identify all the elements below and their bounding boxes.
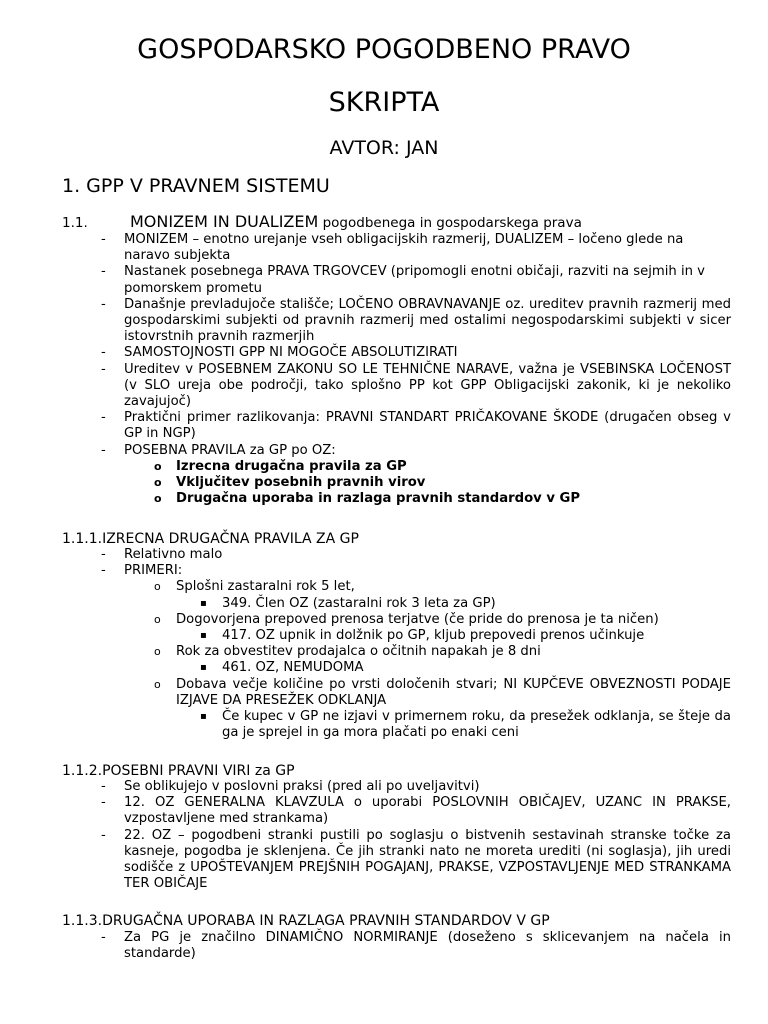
sub-list-item: o Vključitev posebnih pravnih virov <box>154 475 426 491</box>
square-marker: ▪ <box>200 597 207 609</box>
dash-marker: - <box>101 442 106 458</box>
sub-sub-list-item: ▪ Če kupec v GP ne izjavi v primernem roku, da presežek odklanja, se šteje da ga je sprejel in ga mora plačati po enaki ceni <box>200 709 731 741</box>
subsection-title-rest: pogodbenega in gospodarskega prava <box>318 215 582 231</box>
list-item: - Za PG je značilno DINAMIČNO NORMIRANJE (doseženo s sklicevanjem na načela in standarde) <box>101 930 731 962</box>
dash-marker: - <box>101 779 106 794</box>
sub-list-item: o Dobava večje količine po vrsti določenih stvari; NI KUPČEVE OBVEZNOSTI PODAJE IZJAVE DA PRESEŽEK ODKLANJA <box>154 676 731 708</box>
sub-list-item: o Splošni zastaralni rok 5 let, <box>154 579 355 595</box>
list-item: - Današnje prevladujoče stališče; LOČENO OBRAVNAVANJE oz. ureditev pravnih razmerij med gospodarskimi subjekti od pravnih razmerij med ostalimi negospodarskimi subjekti v sicer istovrstnih pravnih razmerjih <box>101 296 731 345</box>
dash-marker: - <box>101 795 106 811</box>
sub-sub-list-item: ▪ 349. Člen OZ (zastaralni rok 3 leta za GP) <box>200 595 496 611</box>
circle-marker: o <box>154 459 162 473</box>
dash-marker: - <box>101 232 106 247</box>
circle-marker: o <box>154 645 161 659</box>
dash-marker: - <box>101 930 106 945</box>
list-1-1-1 <box>0 547 768 741</box>
square-marker: ▪ <box>200 630 207 642</box>
subsection-number: 1.1. <box>62 215 88 231</box>
dash-marker: - <box>101 547 106 562</box>
list-item: - Praktični primer razlikovanja: PRAVNI STANDART PRIČAKOVANE ŠKODE (drugačen obseg v GP in NGP) <box>101 410 731 442</box>
list-item: - PRIMERI: <box>101 563 183 579</box>
dash-marker: - <box>101 264 106 280</box>
sub-list-item: o Izrecna drugačna pravila za GP <box>154 458 407 474</box>
list-item: - Nastanek posebnega PRAVA TRGOVCEV (pripomogli enotni običaji, razviti na sejmih in v pomorskem prometu <box>101 264 705 296</box>
subsection-heading-1-1 <box>62 212 582 231</box>
circle-marker: o <box>154 677 161 691</box>
sub-list-item: o Dogovorjena prepoved prenosa terjatve (če pride do prenosa je ta ničen) <box>154 611 659 627</box>
dash-marker: - <box>101 345 106 361</box>
document-author: AVTOR: JAN <box>329 137 439 159</box>
dash-marker: - <box>101 827 106 843</box>
list-item: - Relativno malo <box>101 547 223 562</box>
section-title: GPP V PRAVNEM SISTEMU <box>86 175 330 197</box>
subsection-heading-1-1-3: 1.1.3.DRUGAČNA UPORABA IN RAZLAGA PRAVNIH STANDARDOV V GP <box>62 913 550 929</box>
list-1-1 <box>0 232 768 507</box>
sub-sub-list-item: ▪ 461. OZ, NEMUDOMA <box>200 660 364 676</box>
subsection-heading-1-1-2: 1.1.2.POSEBNI PRAVNI VIRI za GP <box>62 763 295 779</box>
section-heading-1 <box>62 175 330 197</box>
dash-marker: - <box>101 361 106 377</box>
dash-marker: - <box>101 296 106 312</box>
list-item: - MONIZEM – enotno urejanje vseh obligacijskih razmerij, DUALIZEM – ločeno glede na naravo subjekta <box>101 232 684 264</box>
list-item: - Ureditev v POSEBNEM ZAKONU SO LE TEHNIČNE NARAVE, važna je VSEBINSKA LOČENOST (v SLO ureja obe področji, tako splošno PP kot GPP Obligacijski zakonik, ki je nekoliko zavajujoč) <box>101 361 731 410</box>
dash-marker: - <box>101 410 106 426</box>
sub-list-item: o Rok za obvestitev prodajalca o očitnih napakah je 8 dni <box>154 644 541 660</box>
list-item: - POSEBNA PRAVILA za GP po OZ: <box>101 442 336 458</box>
dash-marker: - <box>101 563 106 579</box>
document-title-line1: GOSPODARSKO POGODBENO PRAVO <box>137 34 631 65</box>
list-1-1-3 <box>0 930 768 962</box>
list-item: - 22. OZ – pogodbeni stranki pustili po soglasju o bistvenih sestavinah stranske točke za kasneje, pogodba je sklenjena. Če jih stranki nato ne moreta urediti (ni soglasja), jih uredi sodišče z UPOŠTEVANJEM PREJŠNIH POGAJANJ, PRAKSE, VZPOSTAVLJENJE MED STRANKAMA TER OBIČAJE <box>101 827 731 892</box>
subsection-title: MONIZEM IN DUALIZEM <box>130 212 319 231</box>
list-item: - 12. OZ GENERALNA KLAVZULA o uporabi POSLOVNIH OBIČAJEV, UZANC IN PRAKSE, vzpostavljene med strankama) <box>101 795 731 827</box>
circle-marker: o <box>154 476 162 490</box>
list-item: - SAMOSTOJNOSTI GPP NI MOGOČE ABSOLUTIZIRATI <box>101 345 458 361</box>
sub-sub-list-item: ▪ 417. OZ upnik in dolžnik po GP, kljub prepovedi prenos učinkuje <box>200 628 645 644</box>
square-marker: ▪ <box>200 711 207 723</box>
list-1-1-2 <box>0 779 768 892</box>
section-number: 1. <box>62 175 81 197</box>
document-title-line2: SKRIPTA <box>328 87 440 118</box>
circle-marker: o <box>154 612 161 626</box>
subsection-heading-1-1-1: 1.1.1.IZRECNA DRUGAČNA PRAVILA ZA GP <box>62 531 359 547</box>
square-marker: ▪ <box>200 662 207 674</box>
sub-list-item: o Drugačna uporaba in razlaga pravnih standardov v GP <box>154 491 580 507</box>
list-item: - Se oblikujejo v poslovni praksi (pred ali po uveljavitvi) <box>101 779 480 794</box>
circle-marker: o <box>154 580 161 594</box>
circle-marker: o <box>154 492 162 506</box>
